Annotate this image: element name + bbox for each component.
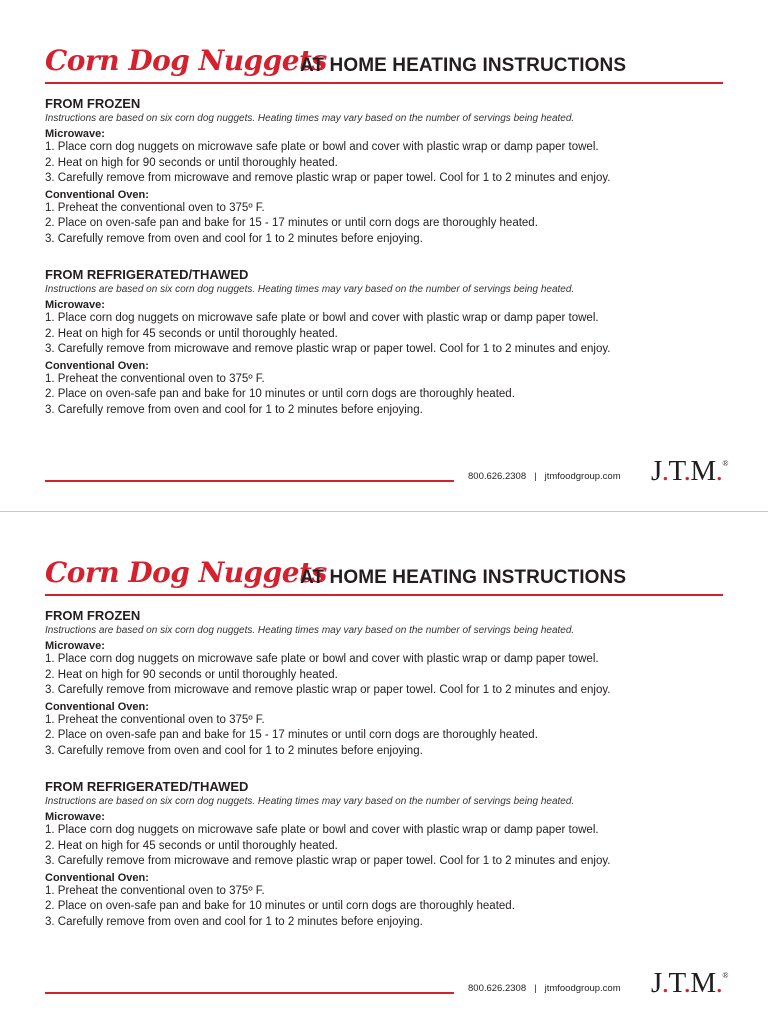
oven-steps [45, 372, 725, 419]
phone-number: 800.626.2308 [468, 983, 527, 994]
step-item: 3. Carefully remove from microwave and remove plastic wrap or paper towel. Cool for 1 to 2 minutes and enjoy. [45, 684, 611, 696]
step-item: 1. Place corn dog nuggets on microwave safe plate or bowl and cover with plastic wrap or damp paper towel. [45, 312, 599, 324]
section-title: FROM FROZEN [45, 608, 141, 623]
microwave-steps [45, 311, 725, 358]
registered-mark: ® [722, 459, 728, 468]
section-title: FROM REFRIGERATED/THAWED [45, 779, 249, 794]
oven-label: Conventional Oven: [45, 871, 149, 884]
step-item: 1. Preheat the conventional oven to 375º F. [45, 372, 265, 385]
product-title: Corn Dog Nuggets [45, 556, 327, 589]
step-item: 3. Carefully remove from oven and cool for 1 to 2 minutes before enjoying. [45, 232, 423, 245]
step-item: 2. Place on oven-safe pan and bake for 10 minutes or until corn dogs are thoroughly heated. [45, 388, 515, 400]
step-item: 3. Carefully remove from oven and cool for 1 to 2 minutes before enjoying. [45, 915, 423, 928]
step-item: 2. Heat on high for 90 seconds or until thoroughly heated. [45, 668, 338, 681]
title-row [45, 44, 725, 84]
step-item: 2. Heat on high for 45 seconds or until thoroughly heated. [45, 327, 338, 340]
website-link[interactable]: jtmfoodgroup.com [544, 471, 621, 482]
step-item: 1. Preheat the conventional oven to 375º F. [45, 201, 265, 214]
oven-label: Conventional Oven: [45, 188, 149, 201]
jtm-logo: J.T.M.® [651, 967, 728, 999]
microwave-steps [45, 823, 725, 870]
website-link[interactable]: jtmfoodgroup.com [544, 983, 621, 994]
oven-steps [45, 201, 725, 248]
oven-label: Conventional Oven: [45, 700, 149, 713]
page-heading: AT HOME HEATING INSTRUCTIONS [300, 55, 627, 76]
section-note: Instructions are based on six corn dog nuggets. Heating times may vary based on the number of servings being heated. [45, 796, 575, 807]
step-item: 3. Carefully remove from oven and cool for 1 to 2 minutes before enjoying. [45, 403, 423, 416]
page-heading: AT HOME HEATING INSTRUCTIONS [300, 567, 627, 588]
section-note: Instructions are based on six corn dog nuggets. Heating times may vary based on the number of servings being heated. [45, 284, 575, 295]
logo-letter: J [651, 455, 662, 487]
step-item: 1. Place corn dog nuggets on microwave safe plate or bowl and cover with plastic wrap or damp paper towel. [45, 824, 599, 836]
section-title: FROM REFRIGERATED/THAWED [45, 267, 249, 282]
footer-rule [45, 480, 454, 482]
footer-separator: | [534, 983, 537, 994]
microwave-steps [45, 140, 725, 187]
microwave-label: Microwave: [45, 299, 105, 311]
footer-contact [468, 983, 621, 994]
jtm-logo: J.T.M.® [651, 455, 728, 487]
oven-label: Conventional Oven: [45, 359, 149, 372]
microwave-label: Microwave: [45, 640, 105, 652]
step-item: 3. Carefully remove from oven and cool for 1 to 2 minutes before enjoying. [45, 744, 423, 757]
logo-letter: T [668, 455, 684, 487]
step-item: 1. Preheat the conventional oven to 375º F. [45, 713, 265, 726]
oven-steps [45, 884, 725, 931]
footer-contact [468, 471, 621, 482]
title-underline [45, 82, 723, 84]
oven-steps [45, 713, 725, 760]
section-frozen [45, 96, 725, 247]
step-item: 2. Place on oven-safe pan and bake for 10 minutes or until corn dogs are thoroughly heated. [45, 900, 515, 912]
title-row [45, 556, 725, 596]
step-item: 1. Place corn dog nuggets on microwave safe plate or bowl and cover with plastic wrap or damp paper towel. [45, 141, 599, 153]
footer-rule [45, 992, 454, 994]
step-item: 3. Carefully remove from microwave and remove plastic wrap or paper towel. Cool for 1 to 2 minutes and enjoy. [45, 343, 611, 355]
step-item: 1. Preheat the conventional oven to 375º F. [45, 884, 265, 897]
logo-letter: J [651, 967, 662, 999]
microwave-label: Microwave: [45, 811, 105, 823]
step-item: 2. Place on oven-safe pan and bake for 15 - 17 minutes or until corn dogs are thoroughly heated. [45, 729, 538, 741]
section-refrigerated [45, 267, 725, 418]
logo-letter: M [690, 455, 716, 487]
microwave-label: Microwave: [45, 128, 105, 140]
step-item: 2. Place on oven-safe pan and bake for 15 - 17 minutes or until corn dogs are thoroughly heated. [45, 217, 538, 229]
section-refrigerated [45, 779, 725, 930]
instruction-card-bottom [0, 512, 768, 1024]
step-item: 3. Carefully remove from microwave and remove plastic wrap or paper towel. Cool for 1 to 2 minutes and enjoy. [45, 172, 611, 184]
phone-number: 800.626.2308 [468, 471, 527, 482]
step-item: 3. Carefully remove from microwave and remove plastic wrap or paper towel. Cool for 1 to 2 minutes and enjoy. [45, 855, 611, 867]
title-underline [45, 594, 723, 596]
logo-letter: T [668, 967, 684, 999]
section-title: FROM FROZEN [45, 96, 141, 111]
step-item: 2. Heat on high for 45 seconds or until thoroughly heated. [45, 839, 338, 852]
step-item: 1. Place corn dog nuggets on microwave safe plate or bowl and cover with plastic wrap or damp paper towel. [45, 653, 599, 665]
logo-letter: M [690, 967, 716, 999]
footer-separator: | [534, 471, 537, 482]
section-frozen [45, 608, 725, 759]
section-note: Instructions are based on six corn dog nuggets. Heating times may vary based on the number of servings being heated. [45, 625, 575, 636]
step-item: 2. Heat on high for 90 seconds or until thoroughly heated. [45, 156, 338, 169]
instructions-content [45, 96, 725, 418]
instructions-content [45, 608, 725, 930]
product-title: Corn Dog Nuggets [45, 44, 327, 77]
section-note: Instructions are based on six corn dog nuggets. Heating times may vary based on the number of servings being heated. [45, 113, 575, 124]
microwave-steps [45, 652, 725, 699]
registered-mark: ® [722, 971, 728, 980]
